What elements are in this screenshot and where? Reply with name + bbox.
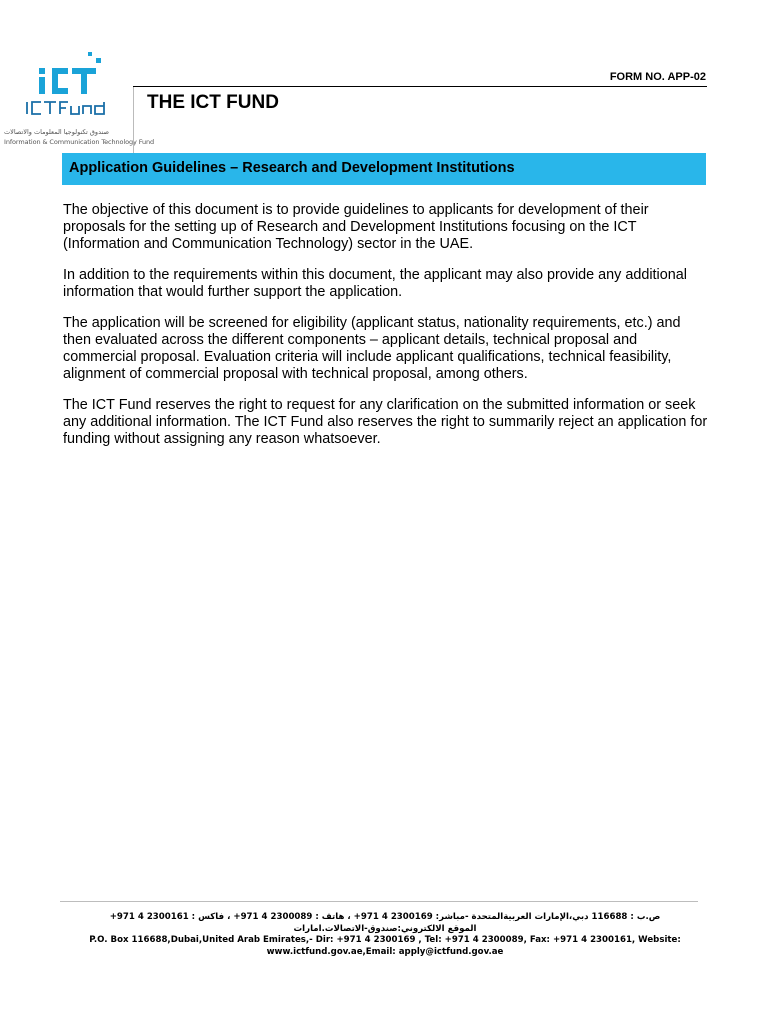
paragraph-rights: The ICT Fund reserves the right to request for any clarification on the submitted information or seek any additional information. The ICT Fund also reserves the right to summarily reject an application for funding without assigning any reason whatsoever. xyxy=(63,397,708,447)
logo-english-line: Information & Communication Technology Fund xyxy=(4,138,155,146)
header-rule xyxy=(133,86,707,87)
paragraph-additional-info: In addition to the requirements within this document, the applicant may also provide any additional information that would further support the application. xyxy=(63,267,687,300)
footer-arabic-line-1: ص.ب : 116688 دبي،الإمارات العربيةالمتحدة -مباشر: 2300169 4 971+ ، هاتف : 2300089 4 971+ ، فاكس : 2300161 4 971+ xyxy=(109,912,661,922)
header-divider-vertical xyxy=(133,86,134,156)
section-heading-band xyxy=(62,153,706,185)
section-heading: Application Guidelines – Research and Development Institutions xyxy=(69,160,515,176)
paragraph-objective: The objective of this document is to provide guidelines to applicants for development of their proposals for the setting up of Research and Development Institutions focusing on the ICT (Information and Communication Technology) sector in the UAE. xyxy=(63,202,649,252)
form-number: FORM NO. APP-02 xyxy=(609,71,706,83)
logo-arabic-line: صندوق تكنولوجيا المعلومات والاتصالات xyxy=(4,128,109,136)
document-body xyxy=(63,202,708,462)
document-title: THE ICT FUND xyxy=(147,92,279,113)
footer-english-line-1: P.O. Box 116688,Dubai,United Arab Emirates,- Dir: +971 4 2300169 , Tel: +971 4 2300089, Fax: +971 4 2300161, Website: xyxy=(89,935,681,945)
footer-rule xyxy=(60,901,698,902)
footer-arabic-line-2: الموقع الالكتروني:صندوق-الاتصالات.امارات xyxy=(293,923,477,934)
footer-english-line-2: www.ictfund.gov.ae,Email: apply@ictfund.gov.ae xyxy=(266,946,504,957)
footer-contact xyxy=(40,912,730,958)
paragraph-screening: The application will be screened for eligibility (applicant status, nationality requirements, etc.) and then evaluated across the different components – applicant details, technical proposal and commercial proposal. Evaluation criteria will include applicant qualifications, technical feasibility, alignment of commercial proposal with technical proposal, among others. xyxy=(63,315,681,382)
